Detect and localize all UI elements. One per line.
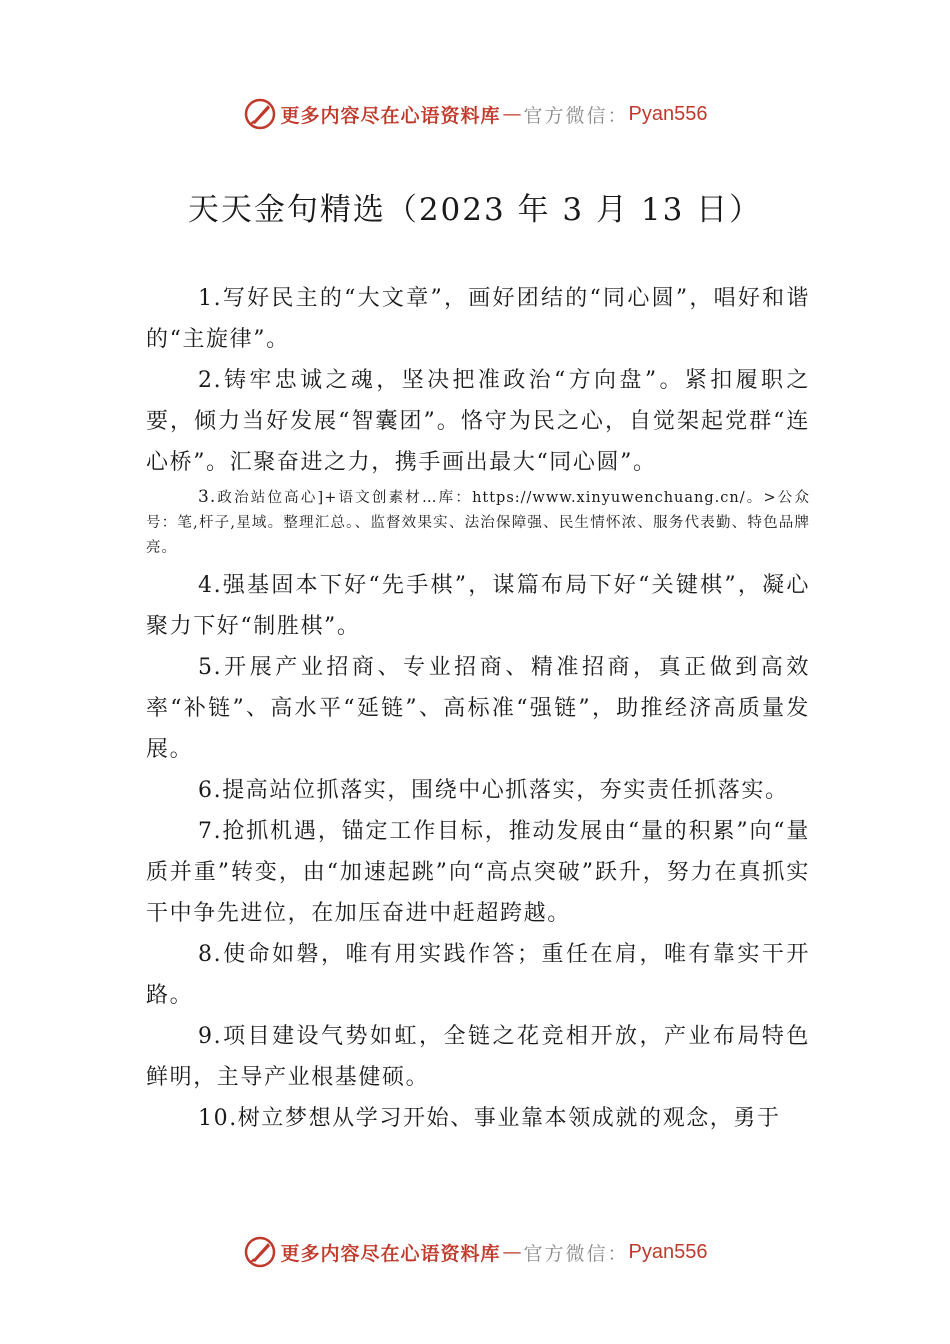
item-10: 10.树立梦想从学习开始、事业靠本领成就的观念，勇于 <box>198 1106 781 1131</box>
item-8: 8.使命如磐，唯有用实践作答；重任在肩，唯有靠实干开路。 <box>146 942 810 1008</box>
header-banner <box>0 94 950 134</box>
quill-logo-icon <box>243 97 277 131</box>
footer-brand-text: 更多内容尽在心语资料库 <box>280 1242 501 1265</box>
header-separator: — <box>502 103 522 125</box>
header-wechat-id: Pyan556 <box>628 102 708 125</box>
footer-wechat-label: 官方微信： <box>523 1242 629 1265</box>
item-2: 2.铸牢忠诚之魂，坚决把准政治“方向盘”。紧扣履职之要，倾力当好发展“智囊团”。恪守为民之心，自觉架起党群“连心桥”。汇聚奋进之力，携手画出最大“同心圆”。 <box>146 368 810 475</box>
item-5: 5.开展产业招商、专业招商、精准招商，真正做到高效率“补链”、高水平“延链”、高标准“强链”，助推经济高质量发展。 <box>146 655 810 762</box>
footer-banner <box>0 1232 950 1272</box>
footer-wechat-id: Pyan556 <box>628 1240 708 1263</box>
quill-logo-icon <box>243 1235 277 1269</box>
item-4: 4.强基固本下好“先手棋”，谋篇布局下好“关键棋”，凝心聚力下好“制胜棋”。 <box>146 573 810 639</box>
item-3-number: 3. <box>198 487 217 507</box>
item-3 <box>146 485 810 561</box>
item-7: 7.抢抓机遇，锚定工作目标，推动发展由“量的积累”向“量质并重”转变，由“加速起跳”向“高点突破”跃升，努力在真抓实干中争先进位，在加压奋进中赶超跨越。 <box>146 819 810 926</box>
page-title: 天天金句精选（2023 年 3 月 13 日） <box>187 192 763 228</box>
item-1: 1.写好民主的“大文章”，画好团结的“同心圆”，唱好和谐的“主旋律”。 <box>146 286 810 352</box>
header-wechat-label: 官方微信： <box>523 104 629 127</box>
article-body <box>146 278 810 1139</box>
item-9: 9.项目建设气势如虹，全链之花竞相开放，产业布局特色鲜明，主导产业根基健硕。 <box>146 1024 810 1090</box>
header-brand-text: 更多内容尽在心语资料库 <box>280 104 501 127</box>
item-3-text: 政治站位高心]+语文创素材…库：https://www.xinyuwenchuang.cn/。>公众号：笔,杆子,星域。整理汇总。、监督效果实、法治保障强、民生情怀浓、服务代表勤、特色品牌亮。 <box>146 490 810 556</box>
footer-separator: — <box>502 1241 522 1263</box>
item-6: 6.提高站位抓落实，围绕中心抓落实，夯实责任抓落实。 <box>198 778 789 803</box>
